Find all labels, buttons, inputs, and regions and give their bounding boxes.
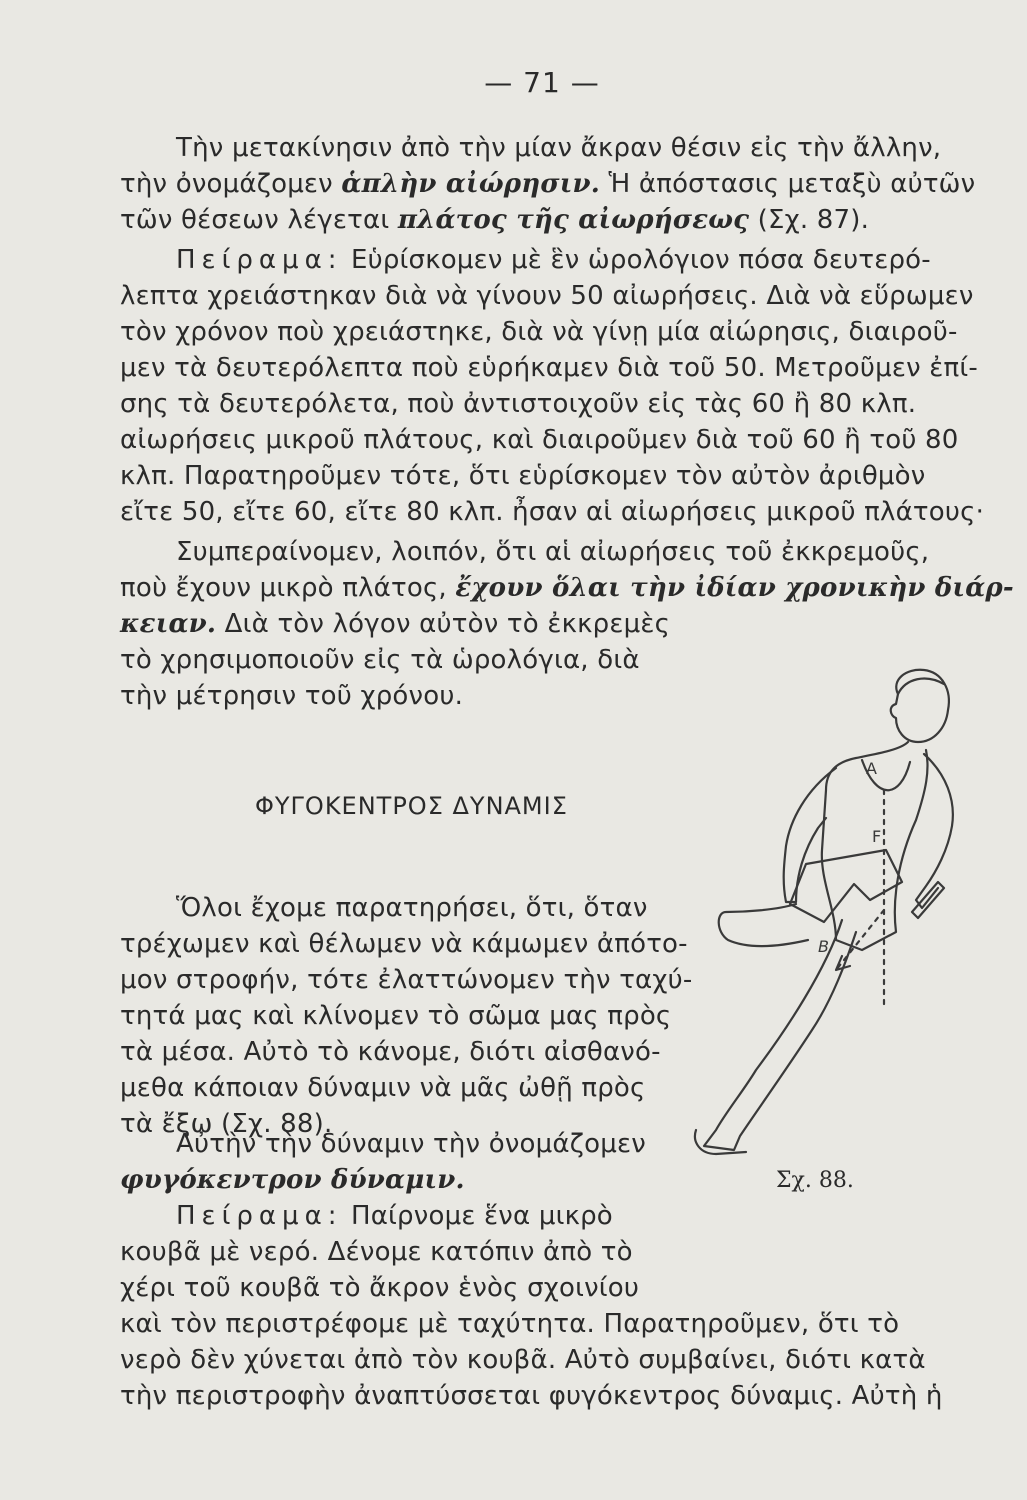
experiment1-line5: σης τὰ δευτερόλετα, ποὺ ἀντιστοιχοῦν εἰς τὰς 60 ἢ 80 κλπ. (120, 389, 917, 419)
conclusion-line4: τὸ χρησιμοποιοῦν εἰς τὰ ὡρολόγια, διὰ (120, 645, 640, 675)
experiment1-line4: μεν τὰ δευτερόλεπτα ποὺ εὑρήκαμεν διὰ τοῦ 50. Μετροῦμεν ἐπί- (120, 353, 978, 383)
runner-head (891, 670, 949, 742)
experiment1-line7: κλπ. Παρατηροῦμεν τότε, ὅτι εὑρίσκομεν τὸν αὐτὸν ἀριθμὸν (120, 461, 926, 491)
experiment-label: Πείραμα: (176, 1201, 343, 1231)
centrifugal-line2: τρέχωμεν καὶ θέλωμεν νὰ κάμωμεν ἀπότο- (120, 929, 688, 959)
runner-hair (898, 679, 944, 694)
term-amplitude: πλάτος τῆς αἰωρήσεως (397, 205, 750, 235)
conclusion-line5: τὴν μέτρησιν τοῦ χρόνου. (120, 681, 464, 711)
experiment2-line3: χέρι τοῦ κουβᾶ τὸ ἄκρον ἑνὸς σχοινίου (120, 1273, 640, 1303)
experiment2-line5: νερὸ δὲν χύνεται ἀπὸ τὸν κουβᾶ. Αὐτὸ συμβαίνει, διότι κατὰ (120, 1345, 926, 1375)
force-line-diagonal (836, 910, 884, 970)
experiment1-line8: εἴτε 50, εἴτε 60, εἴτε 80 κλπ. ἦσαν αἱ αἰωρήσεις μικροῦ πλάτους· (120, 497, 985, 527)
runner-figure (686, 650, 986, 1170)
centrifugal-line4: τητά μας καὶ κλίνομεν τὸ σῶμα μας πρὸς (120, 1001, 672, 1031)
experiment1-line2: λεπτα χρειάστηκαν διὰ νὰ γίνουν 50 αἰωρήσεις. Διὰ νὰ εὕρωμεν (120, 281, 974, 311)
term-simple-oscillation: ἁπλὴν αἰώρησιν. (341, 169, 601, 199)
text-span: (Σχ. 87). (749, 205, 870, 235)
text-span: ποὺ ἔχουν μικρὸ πλάτος, (120, 573, 456, 603)
experiment1-line3: τὸν χρόνον ποὺ χρειάστηκε, διὰ νὰ γίνῃ μία αἰώρησις, διαιροῦ- (120, 317, 958, 347)
text-span: Ἡ ἀπόστασις μεταξὺ αὐτῶν (600, 169, 976, 199)
page-number: — 71 — (484, 66, 600, 99)
figure-label-a: A (866, 759, 877, 778)
paragraph1-line1: Τὴν μετακίνησιν ἀπὸ τὴν μίαν ἄκραν θέσιν εἰς τὴν ἄλλην, (176, 133, 942, 163)
text-span: τῶν θέσεων λέγεται (120, 205, 398, 235)
conclusion-line2 (120, 570, 1014, 606)
centrifugal-line5: τὰ μέσα. Αὐτὸ τὸ κάνομε, διότι αἰσθανό- (120, 1037, 661, 1067)
centrifugal-line3: μον στροφήν, τότε ἐλαττώνομεν τὴν ταχύ- (120, 965, 693, 995)
term-same-duration: ἔχουν ὅλαι τὴν ἰδίαν χρονικὴν διάρ- (455, 573, 1014, 603)
experiment1-line1 (176, 242, 931, 278)
runner-leg-back (719, 904, 808, 946)
text-span: Εὑρίσκομεν μὲ ἓν ὡρολόγιον πόσα δευτερό- (342, 245, 931, 275)
runner-arm-left (784, 768, 836, 902)
centrifugal-line8: Αὐτὴν τὴν δύναμιν τὴν ὀνομάζομεν (176, 1129, 646, 1159)
conclusion-line3 (120, 606, 670, 642)
centrifugal-line7: τὰ ἔξω (Σχ. 88). (120, 1109, 333, 1139)
centrifugal-line6: μεθα κάποιαν δύναμιν νὰ μᾶς ὠθῇ πρὸς (120, 1073, 646, 1103)
figure-caption: Σχ. 88. (776, 1168, 854, 1193)
section-heading: ΦΥΓΟΚΕΝΤΡΟΣ ΔΥΝΑΜΙΣ (255, 792, 568, 820)
experiment2-line6: τὴν περιστροφὴν ἀναπτύσσεται φυγόκεντρος δύναμις. Αὐτὴ ἡ (120, 1381, 943, 1411)
term-same-duration-end: κειαν. (120, 609, 217, 639)
figure-label-b: B (818, 937, 829, 956)
experiment1-line6: αἰωρήσεις μικροῦ πλάτους, καὶ διαιροῦμεν διὰ τοῦ 60 ἢ τοῦ 80 (120, 425, 959, 455)
text-span: Παίρνομε ἕνα μικρὸ (342, 1201, 613, 1231)
paragraph1-line2 (120, 166, 975, 202)
runner-shorts (790, 850, 902, 922)
text-span: Διὰ τὸν λόγον αὐτὸν τὸ ἐκκρεμὲς (216, 609, 671, 639)
experiment2-line1 (176, 1198, 613, 1234)
centrifugal-line1: Ὅλοι ἔχομε παρατηρήσει, ὅτι, ὅταν (176, 893, 648, 923)
term-centrifugal-force: φυγόκεντρον δύναμιν. (120, 1165, 465, 1195)
text-span: τὴν ὀνομάζομεν (120, 169, 342, 199)
experiment-label: Πείραμα: (176, 245, 343, 275)
paragraph1-line3 (120, 202, 869, 238)
figure-label-f: F (872, 827, 882, 846)
runner-leg-front (704, 920, 856, 1150)
conclusion-line1: Συμπεραίνομεν, λοιπόν, ὅτι αἱ αἰωρήσεις τοῦ ἐκκρεμοῦς, (176, 537, 930, 567)
experiment2-line2: κουβᾶ μὲ νερό. Δένομε κατόπιν ἀπὸ τὸ (120, 1237, 633, 1267)
experiment2-line4: καὶ τὸν περιστρέφομε μὲ ταχύτητα. Παρατηροῦμεν, ὅτι τὸ (120, 1309, 900, 1339)
